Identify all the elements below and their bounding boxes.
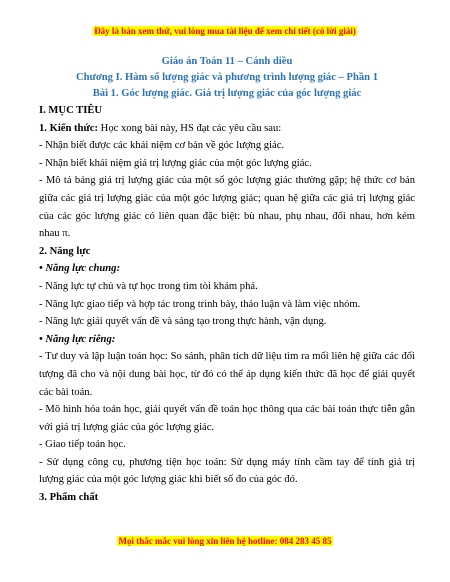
specific-competency-item: - Sử dụng công cụ, phương tiện học toán: Sử dụng máy tính cầm tay để tính giá trị lượng giác của một góc lượng giác khi biết số đo của góc đó. (39, 456, 415, 486)
general-competency-item: - Năng lực tự chủ và tự học trong tìm tòi khám phá. (39, 280, 258, 292)
specific-competency-item: - Tư duy và lập luận toán học: So sánh, phân tích dữ liệu tìm ra mối liên hệ giữa các đối tượng đã cho và nội dung bài học, từ đó có thể áp dụng kiến thức đã học để giải quyết các bài toán. (39, 351, 415, 398)
preview-notice-banner (0, 26, 450, 37)
hotline-text: Mọi thắc mắc vui lòng xin liên hệ hotline: 084 283 45 85 (118, 536, 332, 546)
general-competency-item: - Năng lực giải quyết vấn đề và sáng tạo trong thực hành, vận dụng. (39, 316, 327, 328)
document-content (39, 54, 415, 507)
knowledge-intro: Học xong bài này, HS đạt các yêu cầu sau: (98, 122, 282, 134)
knowledge-item: - Nhận biết được các khái niệm cơ bản về góc lượng giác. (39, 140, 285, 152)
specific-competency-item: - Mô hình hóa toán học, giải quyết vấn đề toán học thông qua các bài toán thực tiễn gắn với giá trị lượng giác của góc lượng giác. (39, 404, 415, 433)
document-title: Giáo án Toán 11 – Cánh diều (161, 56, 293, 67)
general-competency-item: - Năng lực giao tiếp và hợp tác trong trình bày, thảo luận và làm việc nhóm. (39, 298, 361, 310)
knowledge-label: 1. Kiến thức: (39, 122, 99, 134)
preview-notice-text: Đây là bản xem thử, vui lòng mua tài liệu để xem chi tiết (có lời giải) (94, 26, 356, 36)
hotline-banner (0, 536, 450, 547)
knowledge-item: - Nhận biết khái niệm giá trị lượng giác của một góc lượng giác. (39, 157, 312, 169)
specific-competency-item: - Giao tiếp toán học. (39, 439, 126, 451)
general-competency-heading: • Năng lực chung: (39, 263, 120, 275)
knowledge-item: - Mô tả bảng giá trị lượng giác của một số góc lượng giác thường gặp; hệ thức cơ bản giữa các giá trị lượng giác của một góc lượng giác; quan hệ giữa các giá trị lượng giác của các góc lượng giác có liên quan đặc biệt: bù nhau, phụ nhau, đối nhau, hơn kém nhau π. (39, 175, 415, 240)
knowledge-paragraph (39, 120, 415, 138)
section-objectives-heading: I. MỤC TIÊU (39, 105, 103, 116)
competency-heading: 2. Năng lực (39, 245, 91, 257)
chapter-title: Chương I. Hàm số lượng giác và phương trình lượng giác – Phần 1 (75, 72, 378, 83)
qualities-heading: 3. Phẩm chất (39, 492, 99, 504)
lesson-title: Bài 1. Góc lượng giác. Giá trị lượng giác của góc lượng giác (92, 88, 362, 99)
specific-competency-heading: • Năng lực riêng: (39, 333, 116, 345)
